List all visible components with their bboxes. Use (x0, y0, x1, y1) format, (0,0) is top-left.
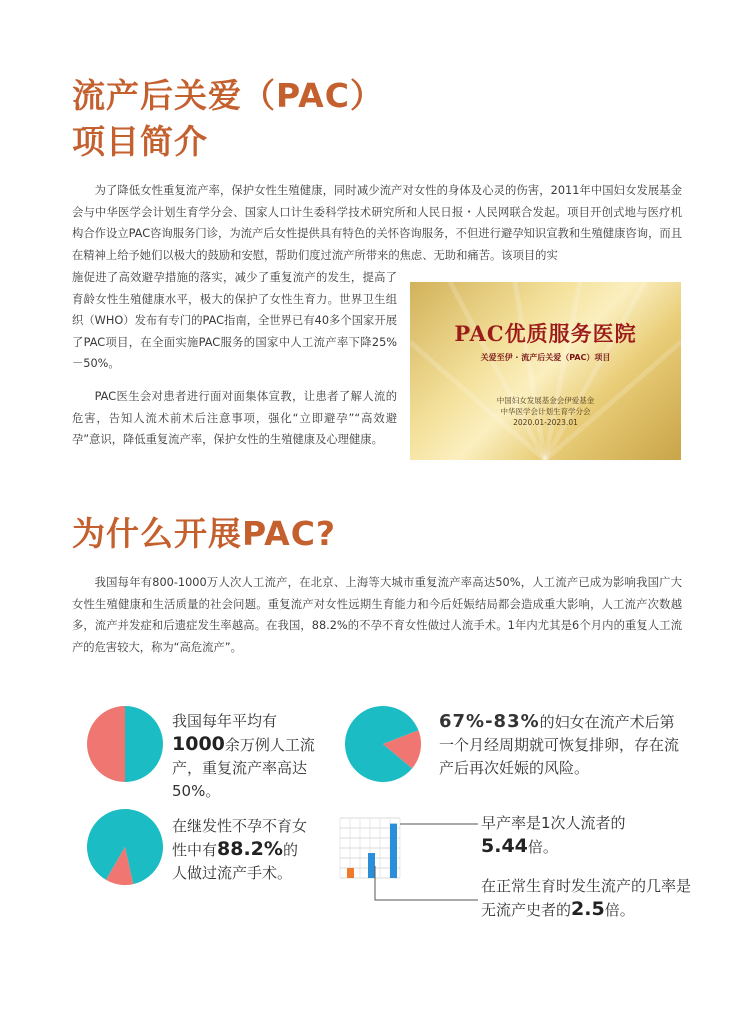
plaque-rays (410, 282, 681, 460)
stat-4-big: 5.44 (481, 835, 528, 857)
stat-4-post: 倍。 (527, 838, 558, 856)
stat-5-pre: 在正常生育时发生流产的几率是无流产史者的 (481, 877, 692, 919)
section1-paragraph-1: 为了降低女性重复流产率，保护女性生殖健康，同时减少流产对女性的身体及心灵的伤害，2011年中国妇女发展基金会与中华医学会计划生育学分会、国家人口计生委科学技术研究所和人民日报・人民网联合发起。项目开创式地与医疗机构合作设立PAC咨询服务门诊，为流产后女性提供具有特色的关怀咨询服务，不但进行避孕知识宣教和生殖健康咨询，而且在精神上给予她们以极大的鼓励和安慰，帮助们度过流产所带来的焦虑、无助和痛苦。该项目的实 (72, 184, 682, 262)
stat-4-text (481, 812, 631, 859)
stat-1-pre: 我国每年平均有 (172, 712, 278, 730)
pac-plaque-image (410, 282, 681, 460)
pie-slice-1 (87, 706, 125, 782)
stat-5-text (481, 875, 691, 922)
stat-3-text (172, 815, 307, 885)
section1-title-line2: 项目简介 (72, 122, 208, 161)
stat-1-text (172, 710, 322, 803)
connector-lines (370, 820, 490, 930)
stat-1-post: 余万例人工流产，重复流产率高达50%。 (172, 736, 315, 800)
bar-1 (347, 868, 354, 878)
plaque-dates: 2020.01-2023.01 (513, 418, 578, 427)
section1-title-line1: 流产后关爱（PAC） (72, 76, 384, 115)
stat-2-big: 67%-83% (439, 711, 540, 732)
section1-paragraph-1-continued: 施促进了高效避孕措施的落实，减少了重复流产的发生，提高了育龄女性生殖健康水平，极大的保护了女性生育力。世界卫生组织（WHO）发布有专门的PAC指南，全世界已有40多个国家开展了PAC项目，在全面实施PAC服务的国家中人工流产率下降25%－50%。 (72, 271, 397, 371)
stat-4-pre: 早产率是1次人流者的 (481, 814, 626, 832)
plaque-org-1: 中国妇女发展基金会伊爱基金 (496, 396, 595, 405)
plaque-title: PAC优质服务医院 (454, 321, 637, 346)
pie-chart-2 (344, 705, 422, 783)
section2-paragraph: 我国每年有800-1000万人次人工流产，在北京、上海等大城市重复流产率高达50%，人工流产已成为影响我国广大女性生殖健康和生活质量的社会问题。重复流产对女性远期生育能力和今后妊娠结局都会造成重大影响，人工流产次数越多，流产并发症和后遗症发生率越高。在我国，88.2%的不孕不育女性做过人流手术。1年内尤其是6个月内的重复人工流产的危害较大，称为“高危流产”。 (72, 576, 682, 654)
stat-2-text (439, 710, 679, 780)
pie-chart-1 (86, 705, 164, 783)
stat-3-pre: 在继发性不孕不育女性中有 (172, 817, 308, 859)
section1-paragraph-2: PAC医生会对患者进行面对面集体宣教，让患者了解人流的危害，告知人流术前术后注意事项，强化“立即避孕”“高效避孕”意识，降低重复流产率，保护女性的生殖健康及心理健康。 (72, 390, 397, 447)
plaque-subtitle: 关爱至伊 · 流产后关爱（PAC）项目 (480, 353, 611, 362)
section2-title: 为什么开展PAC? (72, 514, 337, 553)
stat-5-big: 2.5 (571, 898, 605, 920)
stat-3-post: 的人做过流产手术。 (172, 841, 298, 882)
plaque-org-2: 中华医学会计划生育学分会 (500, 407, 591, 416)
stat-1-big: 1000 (172, 733, 225, 755)
stat-5-post: 倍。 (604, 901, 635, 919)
pie-slice-2 (125, 706, 163, 782)
pie-chart-3 (86, 808, 164, 886)
stat-2-post: 的妇女在流产术后第一个月经周期就可恢复排卵，存在流产后再次妊娠的风险。 (439, 713, 680, 777)
stat-3-big: 88.2% (217, 838, 283, 860)
